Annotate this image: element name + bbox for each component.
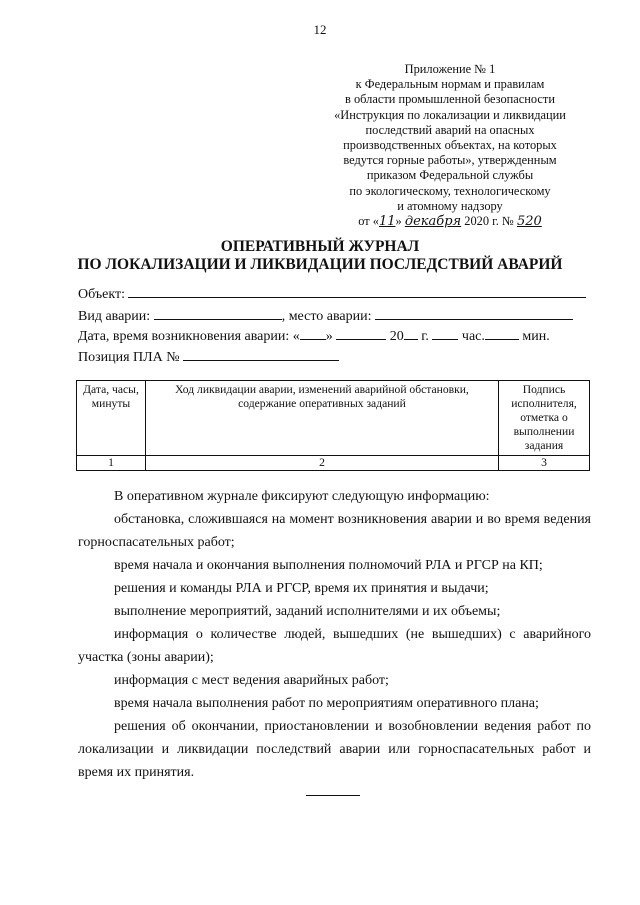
pla-blank[interactable] <box>183 347 339 361</box>
object-field <box>78 284 586 303</box>
month-blank[interactable] <box>336 326 386 340</box>
order-number: 520 <box>516 214 542 230</box>
place-label: , место аварии: <box>281 309 372 324</box>
list-item: обстановка, сложившаяся на момент возникновения аварии и во время ведения горноспасательных работ; <box>78 512 591 550</box>
date-year: 2020 г. № <box>464 214 514 229</box>
end-separator <box>306 795 360 796</box>
appendix-line: последствий аварий на опасных <box>365 122 535 137</box>
column-number: 3 <box>499 456 590 471</box>
hours-blank[interactable] <box>432 326 458 340</box>
date-month: декабря <box>404 214 462 230</box>
column-number: 1 <box>77 456 146 471</box>
header-progress: Ход ликвидации аварии, изменений аварийной обстановки, содержание оперативных заданий <box>146 381 499 456</box>
hours-label: час. <box>461 329 485 344</box>
table-header-row <box>77 381 590 456</box>
accident-type-label: Вид аварии: <box>78 309 151 324</box>
list-item: решения об окончании, приостановлении и возобновлении ведения работ по локализации и ликвидации последствий аварии или горноспасательных работ и время их принятия. <box>78 719 591 780</box>
year-prefix: 20 <box>389 329 404 344</box>
place-blank[interactable] <box>375 306 573 320</box>
quote-close: » <box>325 329 333 344</box>
header-signature: Подпись исполнителя, отметка о выполнении задания <box>499 381 590 456</box>
list-item: информация о количестве людей, вышедших (не вышедших) с аварийного участка (зоны аварии); <box>78 627 591 665</box>
table-numbers-row <box>77 456 590 471</box>
header-date-time: Дата, часы, минуты <box>77 381 146 456</box>
pla-position-field <box>78 347 339 366</box>
appendix-line: и атомному надзору <box>397 198 503 213</box>
accident-datetime-field <box>78 326 550 345</box>
pla-label: Позиция ПЛА № <box>78 350 180 365</box>
appendix-line: ведутся горные работы», утвержденным <box>343 153 557 168</box>
list-item: решения и команды РЛА и РГСР, время их принятия и выдачи; <box>114 581 489 596</box>
appendix-line: к Федеральным нормам и правилам <box>355 77 545 92</box>
accident-type-field <box>78 306 573 325</box>
appendix-date-line <box>300 214 600 229</box>
appendix-line: Приложение № 1 <box>404 62 496 76</box>
object-blank[interactable] <box>128 284 586 298</box>
appendix-line: по экологическому, технологическому <box>349 183 551 198</box>
appendix-line: «Инструкция по локализации и ликвидации <box>334 107 566 122</box>
title-line-1: ОПЕРАТИВНЫЙ ЖУРНАЛ <box>220 238 420 255</box>
accident-type-blank[interactable] <box>154 306 282 320</box>
appendix-line: производственных объектах, на которых <box>343 138 557 153</box>
minutes-blank[interactable] <box>485 326 519 340</box>
journal-table <box>76 380 590 471</box>
appendix-line: приказом Федеральной службы <box>366 168 534 183</box>
page-number: 12 <box>313 22 327 37</box>
document-title <box>0 238 640 274</box>
date-mid: » <box>395 214 402 229</box>
column-number: 2 <box>146 456 499 471</box>
minutes-label: мин. <box>522 329 550 344</box>
list-item: информация с мест ведения аварийных работ; <box>114 673 389 688</box>
year-suffix: г. <box>421 329 429 344</box>
list-item: время начала выполнения работ по мероприятиям оперативного плана; <box>114 696 539 711</box>
date-prefix: от « <box>358 214 379 229</box>
appendix-block <box>300 62 600 229</box>
datetime-label: Дата, время возникновения аварии: « <box>78 329 300 344</box>
list-item: выполнение мероприятий, заданий исполнителями и их объемы; <box>114 604 501 619</box>
day-blank[interactable] <box>300 326 326 340</box>
body-intro: В оперативном журнале фиксируют следующую информацию: <box>114 489 490 504</box>
date-day: 11 <box>378 214 396 230</box>
object-label: Объект: <box>78 287 125 302</box>
year-blank[interactable] <box>404 326 418 340</box>
title-line-2: ПО ЛОКАЛИЗАЦИИ И ЛИКВИДАЦИИ ПОСЛЕДСТВИЙ АВАРИЙ <box>77 256 563 273</box>
body-text <box>78 485 591 784</box>
list-item: время начала и окончания выполнения полномочий РЛА и РГСР на КП; <box>114 558 543 573</box>
appendix-line: в области промышленной безопасности <box>345 92 555 107</box>
